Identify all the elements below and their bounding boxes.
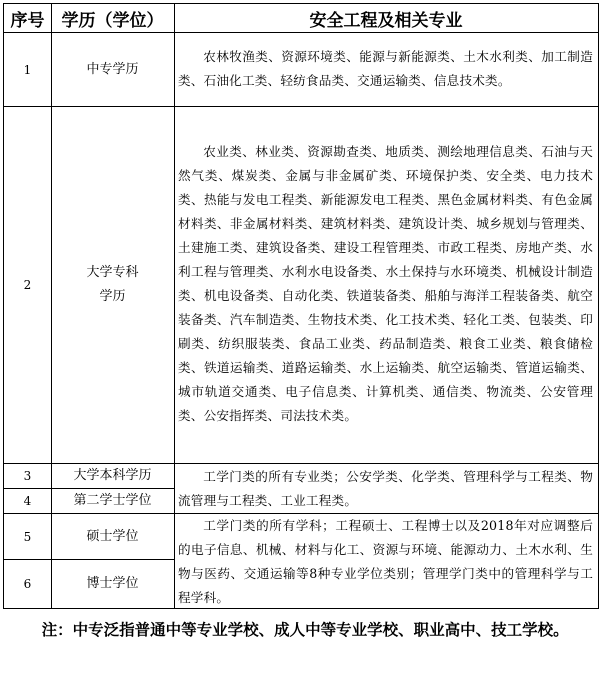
row-5-index: 5 [23, 529, 32, 544]
row-5-degree: 硕士学位 [86, 528, 139, 544]
row-6-index: 6 [23, 577, 32, 591]
row-2-degree-text: 大学专科学历 [86, 265, 139, 304]
row-3-index: 3 [23, 469, 32, 483]
rows-5-6-majors: 工学门类的所有学科；工程硕士、工程博士以及2018年对应调整后的电子信息、机械、材料与化工、资源与环境、能源动力、土木水利、生物与医药、交通运输等8种专业学位类别；管理学门类中的管理科学与工程学科。 [178, 518, 593, 605]
header-index: 序号 [10, 10, 45, 31]
row-1-index: 1 [23, 62, 32, 77]
row-4-degree: 第二学士学位 [73, 493, 152, 508]
header-majors: 安全工程及相关专业 [309, 10, 463, 31]
row-2-majors: 农业类、林业类、资源勘查类、地质类、测绘地理信息类、石油与天然气类、煤炭类、金属与非金属矿类、环境保护类、安全类、电力技术类、热能与发电工程类、新能源发电工程类、黑色金属材料类、有色金属材料类、非金属材料类、建筑材料类、建筑设计类、城乡规划与管理类、土建施工类、建筑设备类、建设工程管理类、市政工程类、房地产类、水利工程与管理类、水利水电设备类、水土保持与水环境类、机械设计制造类、机电设备类、自动化类、铁道装备类、船舶与海洋工程装备类、航空装备类、汽车制造类、生物技术类、化工技术类、轻化工类、包装类、印刷类、纺织服装类、食品工业类、药品制造类、粮食工业类、粮食储检类、铁道运输类、道路运输类、水上运输类、航空运输类、管道运输类、城市轨道交通类、电子信息类、计算机类、通信类、物流类、公安管理类、公安指挥类、司法技术类。 [178, 144, 593, 423]
rows-3-4-majors: 工学门类的所有专业类；公安学类、化学类、管理科学与工程类、物流管理与工程类、工业工程类。 [178, 469, 593, 508]
row-1-degree: 中专学历 [86, 61, 139, 77]
row-2-index: 2 [23, 278, 32, 292]
row-1-majors: 农林牧渔类、资源环境类、能源与新能源类、土木水利类、加工制造类、石油化工类、轻纺食品类、交通运输类、信息技术类。 [178, 49, 593, 88]
footnote: 注：中专泛指普通中等专业学校、成人中等专业学校、职业高中、技工学校。 [41, 621, 569, 639]
requirements-table [3, 3, 599, 609]
header-degree: 学历（学位） [61, 10, 164, 31]
row-2-degree [51, 107, 174, 463]
row-6-degree: 博士学位 [86, 576, 139, 591]
row-4-index: 4 [23, 494, 32, 508]
row-3-degree: 大学本科学历 [73, 468, 152, 483]
